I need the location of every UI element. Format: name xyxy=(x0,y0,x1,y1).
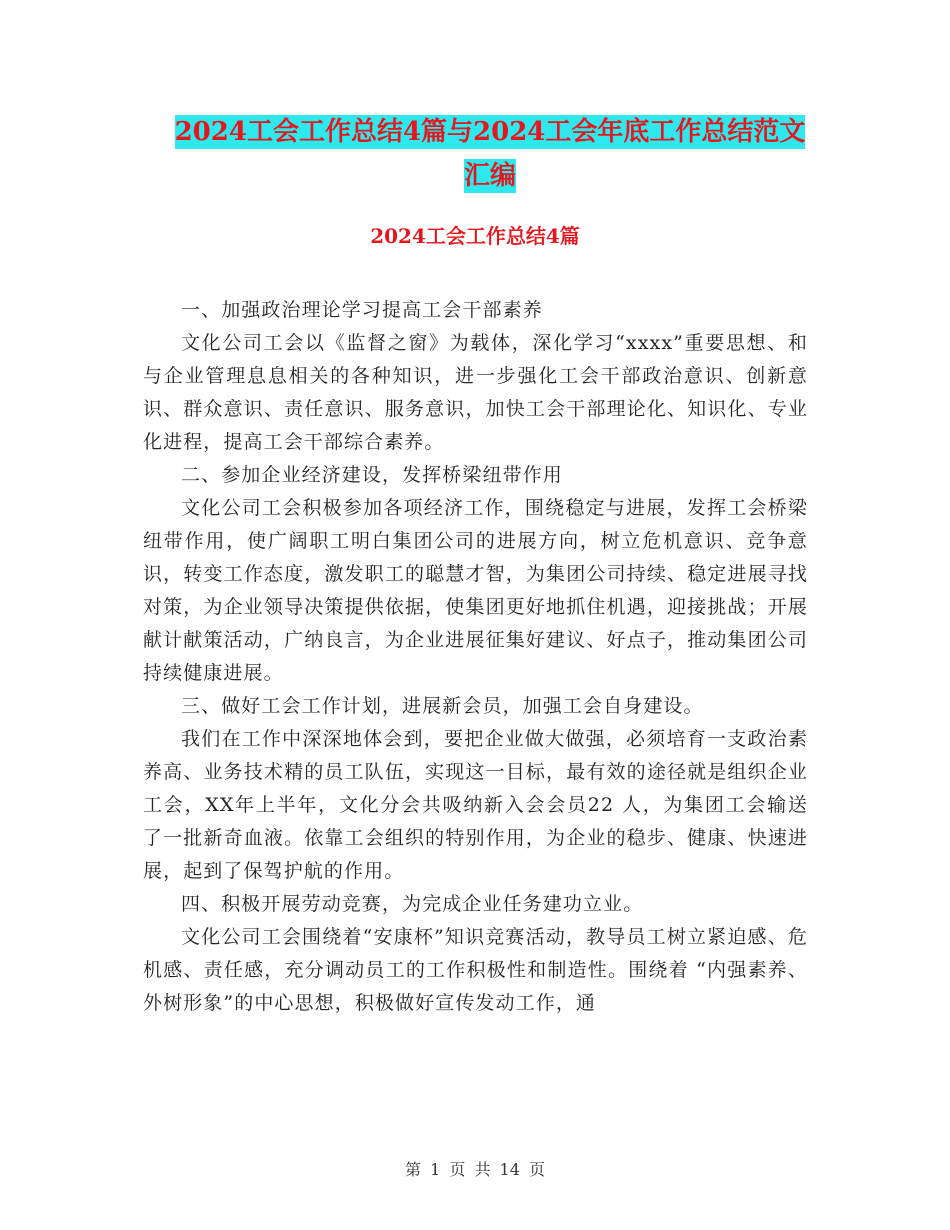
heading-paragraph-2: 二、参加企业经济建设，发挥桥梁纽带作用 xyxy=(181,464,563,486)
body-paragraph-3: 我们在工作中深深地体会到，要把企业做大做强，必须培育一支政治素养高、业务技术精的员工队伍，实现这一目标，最有效的途径就是组织企业工会，XX年上半年，文化分会共吸纳新入会会员22 人，为集团工会输送了一批新奇血液。依靠工会组织的特别作用，为企业的稳步、健康、快速进展，起到了保驾护航的作用。 xyxy=(143,728,808,882)
page-footer: 第 1 页 共 14 页 xyxy=(405,1160,545,1179)
body-paragraph-1: 文化公司工会以《监督之窗》为载体，深化学习“xxxx”重要思想、和与企业管理息息相关的各种知识，进一步强化工会干部政治意识、创新意识、群众意识、责任意识、服务意识，加快工会干部理论化、知识化、专业化进程，提高工会干部综合素养。 xyxy=(143,332,808,453)
document-title-line-2: 汇编 xyxy=(463,161,516,191)
heading-paragraph-1: 一、加强政治理论学习提高工会干部素养 xyxy=(181,299,543,321)
body-paragraph-2: 文化公司工会积极参加各项经济工作，围绕稳定与进展，发挥工会桥梁纽带作用，使广阔职工明白集团公司的进展方向，树立危机意识、竞争意识，转变工作态度，激发职工的聪慧才智，为集团公司持续、稳定进展寻找对策，为企业领导决策提供依据，使集团更好地抓住机遇，迎接挑战；开展献计献策活动，广纳良言，为企业进展征集好建议、好点子，推动集团公司持续健康进展。 xyxy=(143,497,808,684)
document-title xyxy=(140,110,840,198)
heading-paragraph-4: 四、积极开展劳动竞赛，为完成企业任务建功立业。 xyxy=(181,893,644,915)
body-paragraph-4: 文化公司工会围绕着“安康杯”知识竞赛活动，教导员工树立紧迫感、危机感、责任感，充分调动员工的工作积极性和制造性。围绕着 “内强素养、外树形象”的中心思想，积极做好宣传发动工作，通 xyxy=(143,926,808,1014)
heading-paragraph-3: 三、做好工会工作计划，进展新会员，加强工会自身建设。 xyxy=(181,695,704,717)
document-body xyxy=(143,294,808,1020)
document-title-line-1: 2024工会工作总结4篇与2024工会年底工作总结范文 xyxy=(174,117,806,147)
section-title: 2024工会工作总结4篇 xyxy=(370,224,580,248)
